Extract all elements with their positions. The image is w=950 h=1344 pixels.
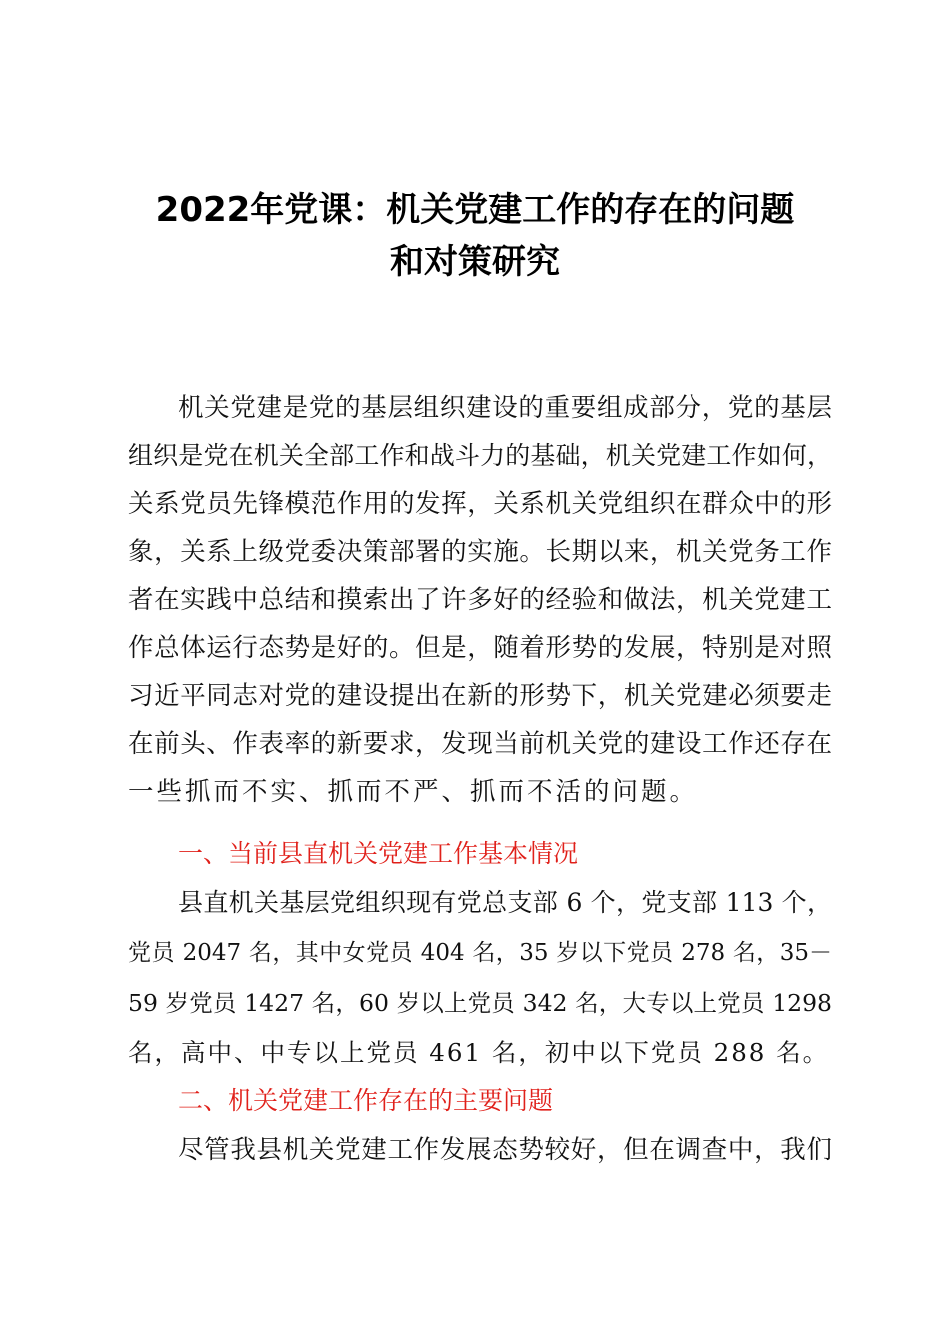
section-heading-2: 二、机关党建工作存在的主要问题: [178, 1086, 554, 1115]
paragraph-3-line-1: 尽管我县机关党建工作发展态势较好，但在调查中，我们: [178, 1135, 832, 1165]
paragraph-2-line-2: 党员 2047 名，其中女党员 404 名，35 岁以下党员 278 名，35－: [128, 940, 832, 966]
paragraph-2-line-4: 名，高中、中专以上党员 461 名，初中以下党员 288 名。: [128, 1038, 830, 1067]
paragraph-1-line-3: 关系党员先锋模范作用的发挥，关系机关党组织在群众中的形: [128, 489, 832, 519]
title-line-1: 2022年党课：机关党建工作的存在的问题: [155, 190, 795, 230]
paragraph-2-line-1: 县直机关基层党组织现有党总支部 6 个，党支部 113 个，: [178, 888, 832, 917]
paragraph-2-line-3: 59 岁党员 1427 名，60 岁以上党员 342 名，大专以上党员 1298: [128, 989, 832, 1017]
paragraph-1-line-8: 在前头、作表率的新要求，发现当前机关党的建设工作还存在: [128, 729, 832, 759]
document-title: [90, 184, 860, 288]
paragraph-1-line-2: 组织是党在机关全部工作和战斗力的基础，机关党建工作如何，: [128, 441, 832, 470]
section-heading-1: 一、当前县直机关党建工作基本情况: [178, 839, 579, 868]
paragraph-1-line-7: 习近平同志对党的建设提出在新的形势下，机关党建必须要走: [128, 681, 832, 711]
paragraph-1-line-4: 象，关系上级党委决策部署的实施。长期以来，机关党务工作: [128, 537, 832, 567]
title-line-2: 和对策研究: [390, 242, 560, 282]
paragraph-1-line-1: 机关党建是党的基层组织建设的重要组成部分，党的基层: [178, 393, 832, 423]
paragraph-1-line-6: 作总体运行态势是好的。但是，随着形势的发展，特别是对照: [128, 633, 832, 663]
paragraph-1-line-9: 一些抓而不实、抓而不严、抓而不活的问题。: [128, 777, 699, 807]
paragraph-1-line-5: 者在实践中总结和摸索出了许多好的经验和做法，机关党建工: [128, 585, 832, 615]
